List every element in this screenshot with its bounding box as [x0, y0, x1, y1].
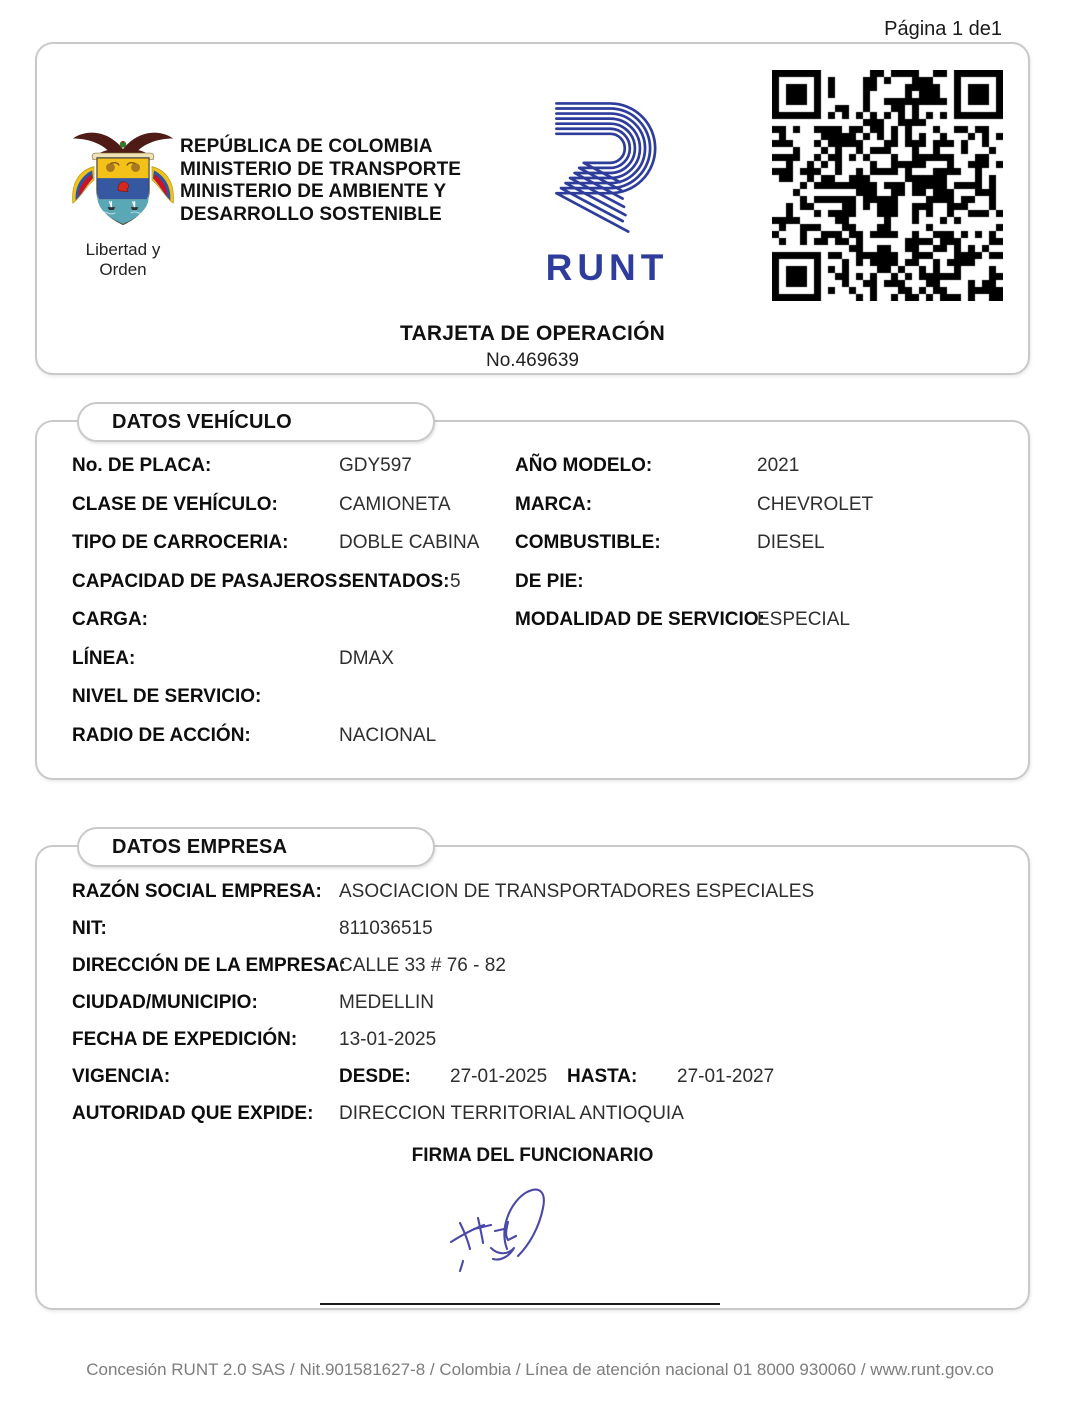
footer-text: Concesión RUNT 2.0 SAS / Nit.901581627-8 / Colombia / Línea de atención nacional 01 8000 930060 / www.runt.gov.co	[86, 1360, 994, 1379]
radio-value: NACIONAL	[339, 724, 437, 746]
qr-code	[772, 70, 1003, 301]
hasta-value: 27-01-2027	[677, 1066, 775, 1087]
desde-value: 27-01-2025	[450, 1066, 548, 1087]
anio-value: 2021	[757, 455, 800, 476]
desde-label: DESDE:	[339, 1066, 411, 1087]
sentados-group	[339, 571, 515, 593]
marca-label: MARCA:	[515, 493, 593, 515]
combustible-label: COMBUSTIBLE:	[515, 532, 661, 553]
empresa-section	[35, 835, 1030, 1310]
clase-value: CAMIONETA	[339, 493, 451, 515]
field-row	[72, 992, 1013, 1029]
coat-of-arms-motto: Libertad y Orden	[85, 240, 161, 279]
vehicle-section-title: DATOS VEHÍCULO	[112, 410, 292, 433]
ciudad-label: CIUDAD/MUNICIPIO:	[72, 992, 258, 1013]
sentados-value: 5	[450, 570, 461, 592]
field-row	[72, 1029, 1013, 1066]
field-row	[72, 455, 1013, 494]
clase-label: CLASE DE VEHÍCULO:	[72, 493, 278, 515]
razon-label: RAZÓN SOCIAL EMPRESA:	[72, 881, 322, 902]
section-tab-vehicle	[77, 402, 435, 442]
vigencia-label: VIGENCIA:	[72, 1066, 171, 1087]
page-indicator: Página 1 de1	[884, 18, 1002, 40]
carga-label: CARGA:	[72, 609, 148, 630]
autoridad-label: AUTORIDAD QUE EXPIDE:	[72, 1103, 314, 1124]
ministry-line: MINISTERIO DE TRANSPORTE	[180, 158, 462, 180]
razon-value: ASOCIACION DE TRANSPORTADORES ESPECIALES	[339, 881, 815, 902]
doc-title: TARJETA DE OPERACIÓN	[400, 322, 665, 345]
field-row	[72, 648, 1013, 687]
vehicle-section	[35, 410, 1030, 780]
colombia-coat-of-arms-icon	[65, 126, 181, 243]
signature-icon	[437, 1185, 597, 1290]
fecha-label: FECHA DE EXPEDICIÓN:	[72, 1029, 298, 1050]
ministry-line: DESARROLLO SOSTENIBLE	[180, 203, 442, 225]
placa-label: No. DE PLACA:	[72, 455, 212, 476]
runt-logo-text: RUNT	[545, 247, 669, 288]
ministry-heading	[180, 136, 461, 226]
modalidad-value: ESPECIAL	[757, 609, 850, 630]
header-card	[35, 42, 1030, 375]
linea-value: DMAX	[339, 647, 394, 669]
field-row	[72, 686, 1013, 725]
field-row	[72, 725, 1013, 764]
fecha-value: 13-01-2025	[339, 1029, 437, 1050]
placa-value: GDY597	[339, 455, 412, 476]
field-row	[72, 609, 1013, 648]
ministry-line: REPÚBLICA DE COLOMBIA	[180, 136, 433, 157]
nit-label: NIT:	[72, 918, 107, 939]
field-row	[72, 532, 1013, 571]
field-row	[72, 571, 1013, 610]
empresa-section-title: DATOS EMPRESA	[112, 835, 288, 858]
section-tab-empresa	[77, 827, 435, 867]
ciudad-value: MEDELLIN	[339, 992, 435, 1013]
modalidad-label: MODALIDAD DE SERVICIO:	[515, 609, 765, 630]
sentados-label: SENTADOS:	[339, 570, 450, 592]
field-row	[72, 1066, 1013, 1103]
field-row	[72, 494, 1013, 533]
runt-logo	[527, 92, 687, 289]
linea-label: LÍNEA:	[72, 647, 136, 669]
autoridad-value: DIRECCION TERRITORIAL ANTIOQUIA	[339, 1103, 684, 1124]
hasta-label: HASTA:	[567, 1066, 638, 1087]
field-row	[72, 1103, 1013, 1140]
signature-line	[320, 1303, 720, 1305]
direccion-value: CALLE 33 # 76 - 82	[339, 955, 506, 976]
marca-value: CHEVROLET	[757, 493, 874, 515]
field-row	[72, 918, 1013, 955]
runt-r-icon	[547, 92, 667, 243]
combustible-value: DIESEL	[757, 532, 825, 553]
field-row	[72, 955, 1013, 992]
doc-number: No.469639	[486, 350, 579, 371]
direccion-label: DIRECCIÓN DE LA EMPRESA:	[72, 955, 346, 976]
radio-label: RADIO DE ACCIÓN:	[72, 724, 251, 746]
vigencia-range	[339, 1066, 774, 1088]
field-row	[72, 881, 1013, 918]
ministry-line: MINISTERIO DE AMBIENTE Y	[180, 181, 447, 202]
firma-title: FIRMA DEL FUNCIONARIO	[411, 1145, 654, 1166]
carroceria-value: DOBLE CABINA	[339, 532, 480, 553]
nit-value: 811036515	[339, 918, 433, 939]
anio-label: AÑO MODELO:	[515, 455, 653, 476]
depie-label: DE PIE:	[515, 570, 584, 592]
carroceria-label: TIPO DE CARROCERIA:	[72, 532, 289, 553]
nivel-label: NIVEL DE SERVICIO:	[72, 686, 262, 707]
capacidad-label: CAPACIDAD DE PASAJEROS:	[72, 570, 344, 592]
